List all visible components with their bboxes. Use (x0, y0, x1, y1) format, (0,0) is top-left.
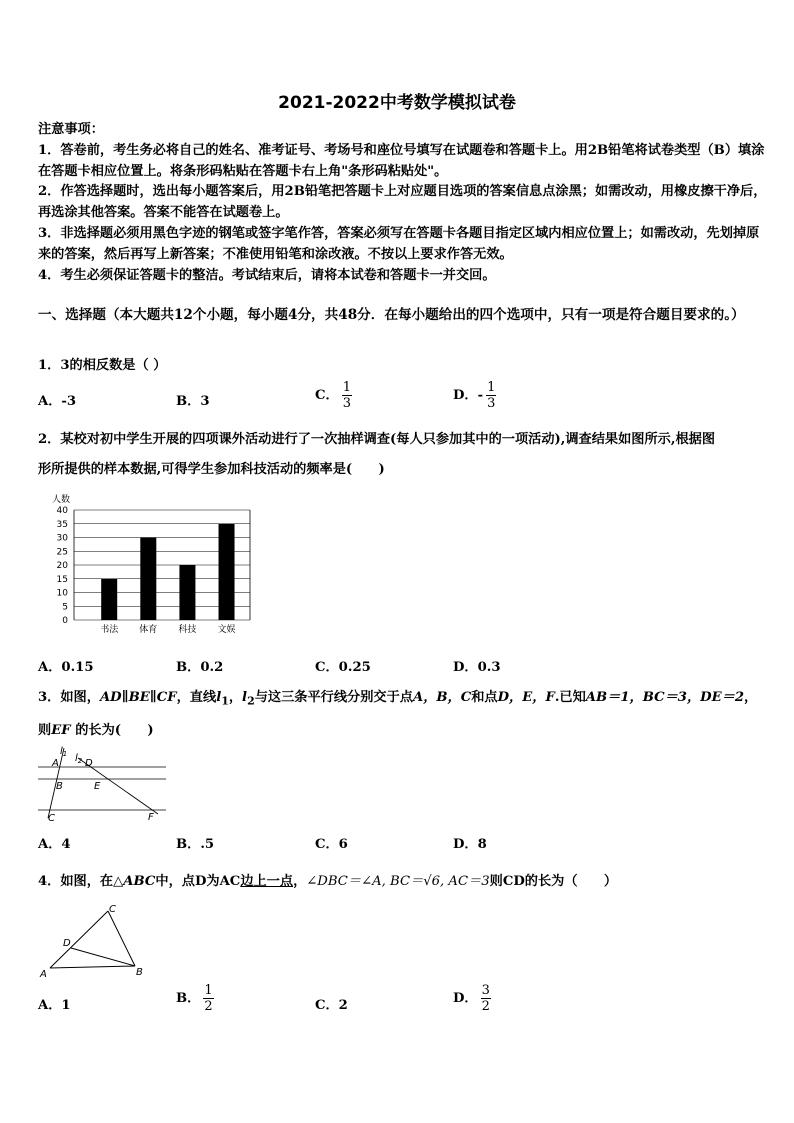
point-a-label: A (52, 758, 59, 769)
question-3-option-d: D．8 (453, 837, 487, 852)
question-2-stem-line1: 2．某校对初中学生开展的四项课外活动进行了一次抽样调查(每人只参加其中的一项活动),调查结果如图所示,根据图 (38, 432, 716, 447)
fraction: $\frac{3}{2}$ (481, 983, 490, 1014)
point-e-label: E (94, 781, 101, 792)
bar (179, 565, 195, 620)
notice-block (38, 120, 768, 286)
question-2-stem-line2: 形所提供的样本数据,可得学生参加科技活动的频率是( ) (38, 462, 385, 477)
question-4-option-a: A．1 (38, 998, 71, 1013)
x-tick-label: 书法 (100, 625, 119, 635)
label-l1: $l_1$ (60, 746, 68, 758)
point-b-label: B (136, 967, 143, 978)
point-a-label: A (40, 969, 47, 980)
question-2-option-c: C．0.25 (315, 660, 371, 675)
angle-condition: ∠DBC＝∠A, BC＝√6, AC＝3 (306, 874, 490, 889)
chart-y-axis-label: 人数 (52, 495, 71, 505)
page-title: 2021-2022中考数学模拟试卷 (278, 93, 516, 113)
section-heading: 一、选择题（本大题共12个小题，每小题4分，共48分．在每小题给出的四个选项中，只有一项是符合题目要求的。） (38, 307, 745, 323)
bar (101, 579, 117, 620)
x-tick-label: 体育 (139, 625, 158, 635)
notice-item-1: 1．答卷前，考生务必将自己的姓名、准考证号、考场号和座位号填写在试题卷和答题卡上。用2B铅笔将试卷类型（B）填涂在答题卡相应位置上。将条形码粘贴在答题卡右上角"条形码粘贴处"。 (38, 142, 765, 179)
question-4-option-c: C．2 (315, 998, 348, 1013)
bar (140, 538, 156, 621)
question-4-option-b: B． $\frac{1}{2}$ (176, 983, 213, 1014)
x-tick-label: 文娱 (217, 625, 236, 635)
point-d-label: D (63, 938, 71, 949)
y-tick-label: 5 (62, 602, 68, 613)
question-3-option-b: B．.5 (176, 837, 215, 852)
y-tick-label: 25 (56, 547, 68, 558)
bar (219, 524, 235, 620)
option-d-label: D．- (453, 388, 484, 403)
question-4-stem: 4．如图，在△ABC中，点D为AC边上一点，∠DBC＝∠A, BC＝√6, AC＝3则CD的长为（ ） (38, 874, 618, 889)
question-3-stem-line1: 3．如图，AD∥BE∥CF，直线$l_1$，$l_2$与这三条平行线分别交于点A，B，C和点D，E，F.已知AB＝1，BC＝3，DE＝2， (38, 690, 758, 708)
point-d-label: D (85, 758, 93, 769)
question-3-stem-line2: 则EF 的长为( ) (38, 723, 154, 738)
parallel-condition: AD∥BE∥CF (99, 690, 177, 705)
question-1-stem: 1．3的相反数是（ ） (38, 358, 167, 373)
question-1-option-b: B．3 (176, 394, 210, 409)
point-c-label: C (48, 813, 55, 824)
y-tick-label: 20 (56, 561, 68, 571)
question-1-option-d (453, 380, 496, 411)
notice-item-4: 4．考生必须保证答题卡的整洁。考试结束后，请将本试卷和答题卡一并交回。 (38, 267, 496, 283)
question-3-option-c: C．6 (315, 837, 348, 852)
question-4-figure (38, 900, 150, 980)
question-1-option-a: A．-3 (38, 394, 77, 409)
y-tick-label: 40 (56, 506, 68, 516)
question-3-option-a: A．4 (38, 837, 71, 852)
question-4-option-d: D． $\frac{3}{2}$ (453, 983, 490, 1014)
fraction: $\frac{1}{3}$ (342, 380, 351, 411)
question-1-option-c (315, 380, 352, 411)
question-3-figure (38, 742, 170, 822)
notice-heading: 注意事项： (38, 122, 104, 137)
x-tick-label: 科技 (178, 625, 197, 635)
label-l2: $l_2$ (75, 753, 83, 765)
point-b-label: B (56, 781, 63, 792)
fraction: $\frac{1}{3}$ (487, 380, 496, 411)
y-tick-label: 30 (56, 533, 68, 544)
notice-item-2: 2．作答选择题时，选出每小题答案后，用2B铅笔把答题卡上对应题目选项的答案信息点涂黑；如需改动，用橡皮擦干净后，再选涂其他答案。答案不能答在试题卷上。 (38, 184, 767, 221)
y-tick-label: 10 (56, 588, 68, 599)
y-tick-label: 15 (56, 574, 68, 585)
option-c-label: C． (315, 388, 339, 403)
activity-bar-chart (38, 490, 268, 638)
y-tick-label: 35 (56, 519, 68, 530)
point-c-label: C (109, 904, 116, 915)
question-2-option-d: D．0.3 (453, 660, 501, 675)
fraction: $\frac{1}{2}$ (204, 983, 213, 1014)
question-2-option-a: A．0.15 (38, 660, 94, 675)
notice-item-3: 3．非选择题必须用黑色字迹的钢笔或签字笔作答，答案必须写在答题卡各题目指定区域内相应位置上；如需改动，先划掉原来的答案，然后再写上新答案；不准使用铅笔和涂改液。不按以上要求作答无效。 (38, 225, 760, 262)
point-f-label: F (148, 812, 154, 823)
y-tick-label: 0 (62, 616, 68, 626)
question-2-option-b: B．0.2 (176, 660, 224, 675)
